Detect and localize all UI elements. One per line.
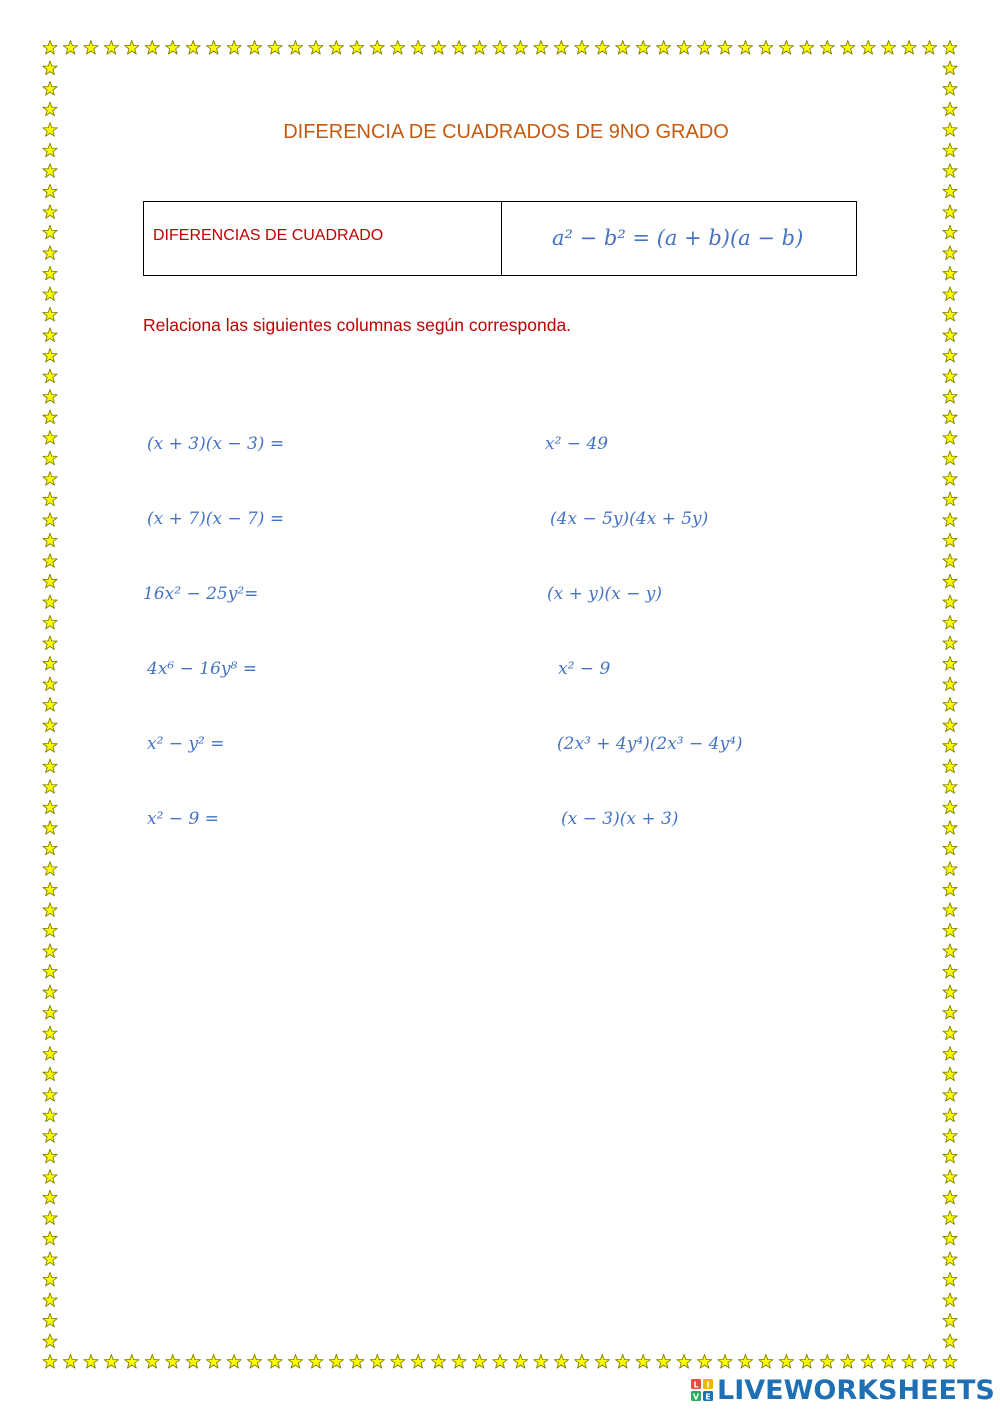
star-icon	[43, 184, 57, 198]
star-icon	[43, 287, 57, 301]
star-icon	[943, 164, 957, 178]
star-icon	[43, 1272, 57, 1286]
right-expression-1[interactable]: x² − 49	[545, 434, 609, 454]
star-icon	[943, 882, 957, 896]
left-expression-5[interactable]: x² − y² =	[147, 734, 225, 754]
star-icon	[943, 1005, 957, 1019]
star-icon	[43, 718, 57, 732]
star-icon	[943, 739, 957, 753]
instruction-text: Relaciona las siguientes columnas según corresponda.	[143, 315, 572, 335]
star-icon	[391, 1355, 405, 1369]
svg-text:L: L	[693, 1380, 699, 1390]
star-icon	[493, 41, 507, 55]
star-icon	[350, 1355, 364, 1369]
star-icon	[43, 472, 57, 486]
star-icon	[43, 1334, 57, 1348]
star-icon	[943, 1211, 957, 1225]
star-icon	[943, 1272, 957, 1286]
star-icon	[268, 1355, 282, 1369]
star-icon	[43, 841, 57, 855]
star-icon	[145, 41, 159, 55]
star-icon	[902, 41, 916, 55]
star-icon	[43, 431, 57, 445]
star-icon	[943, 841, 957, 855]
star-icon	[43, 41, 57, 55]
star-icon	[943, 348, 957, 362]
star-icon	[43, 1005, 57, 1019]
star-icon	[43, 451, 57, 465]
star-icon	[943, 923, 957, 937]
star-icon	[943, 328, 957, 342]
star-icon	[820, 1355, 834, 1369]
star-icon	[943, 41, 957, 55]
star-icon	[636, 41, 650, 55]
star-icon	[370, 41, 384, 55]
star-icon	[841, 41, 855, 55]
formula-table-label: DIFERENCIAS DE CUADRADO	[153, 227, 384, 244]
star-icon	[43, 533, 57, 547]
star-icon	[309, 41, 323, 55]
star-icon	[493, 1355, 507, 1369]
star-icon	[43, 595, 57, 609]
star-icon	[104, 41, 118, 55]
star-icon	[43, 554, 57, 568]
star-icon	[718, 1355, 732, 1369]
star-icon	[575, 1355, 589, 1369]
star-icon	[943, 246, 957, 260]
star-icon	[329, 41, 343, 55]
star-icon	[943, 759, 957, 773]
star-icon	[43, 1088, 57, 1102]
star-icon	[370, 1355, 384, 1369]
star-icon	[943, 492, 957, 506]
star-icon	[943, 1108, 957, 1122]
star-icon	[943, 1313, 957, 1327]
star-icon	[697, 1355, 711, 1369]
star-icon	[943, 61, 957, 75]
star-icon	[943, 1334, 957, 1348]
star-icon	[247, 1355, 261, 1369]
star-icon	[166, 1355, 180, 1369]
star-icon	[43, 574, 57, 588]
star-icon	[43, 780, 57, 794]
star-icon	[943, 656, 957, 670]
star-icon	[738, 41, 752, 55]
star-icon	[43, 677, 57, 691]
liveworksheets-brand-text: LIVEWORKSHEETS	[717, 1374, 995, 1406]
star-icon	[616, 1355, 630, 1369]
left-expression-2[interactable]: (x + 7)(x − 7) =	[147, 509, 285, 529]
star-icon	[677, 1355, 691, 1369]
star-icon	[779, 41, 793, 55]
star-icon	[43, 82, 57, 96]
star-icon	[943, 964, 957, 978]
star-icon	[43, 1231, 57, 1245]
star-icon	[943, 615, 957, 629]
star-icon	[350, 41, 364, 55]
star-icon	[43, 61, 57, 75]
star-icon	[43, 1355, 57, 1369]
star-icon	[943, 225, 957, 239]
star-icon	[84, 41, 98, 55]
star-icon	[452, 1355, 466, 1369]
star-icon	[43, 1190, 57, 1204]
star-icon	[43, 739, 57, 753]
star-icon	[779, 1355, 793, 1369]
star-icon	[943, 533, 957, 547]
star-icon	[759, 1355, 773, 1369]
star-icon	[943, 574, 957, 588]
star-icon	[943, 1088, 957, 1102]
star-icon	[554, 1355, 568, 1369]
star-icon	[472, 1355, 486, 1369]
star-icon	[43, 1067, 57, 1081]
star-icon	[43, 390, 57, 404]
star-icon	[595, 41, 609, 55]
star-icon	[513, 1355, 527, 1369]
star-icon	[43, 266, 57, 280]
star-icon	[432, 41, 446, 55]
star-icon	[575, 41, 589, 55]
star-icon	[943, 390, 957, 404]
star-icon	[43, 862, 57, 876]
star-icon	[43, 328, 57, 342]
star-icon	[43, 1149, 57, 1163]
star-icon	[43, 636, 57, 650]
star-icon	[718, 41, 732, 55]
star-icon	[554, 41, 568, 55]
star-icon	[309, 1355, 323, 1369]
star-icon	[943, 718, 957, 732]
star-icon	[84, 1355, 98, 1369]
formula-table-formula-cell	[502, 202, 856, 275]
star-icon	[677, 41, 691, 55]
svg-text:I: I	[706, 1380, 710, 1390]
star-icon	[43, 698, 57, 712]
star-icon	[882, 1355, 896, 1369]
star-icon	[882, 41, 896, 55]
star-icon	[43, 759, 57, 773]
star-icon	[657, 41, 671, 55]
star-icon	[943, 184, 957, 198]
star-icon	[943, 1026, 957, 1040]
star-icon	[227, 41, 241, 55]
star-icon	[922, 1355, 936, 1369]
star-icon	[43, 800, 57, 814]
star-icon	[43, 164, 57, 178]
star-icon	[943, 143, 957, 157]
star-icon	[43, 1293, 57, 1307]
star-icon	[63, 41, 77, 55]
star-icon	[43, 1129, 57, 1143]
star-icon	[43, 656, 57, 670]
star-icon	[268, 41, 282, 55]
star-icon	[104, 1355, 118, 1369]
star-icon	[943, 1355, 957, 1369]
star-icon	[472, 41, 486, 55]
star-icon	[616, 41, 630, 55]
star-icon	[697, 41, 711, 55]
star-icon	[861, 1355, 875, 1369]
star-icon	[943, 287, 957, 301]
star-icon	[43, 1252, 57, 1266]
star-icon	[943, 944, 957, 958]
liveworksheets-logo[interactable]	[690, 1374, 995, 1406]
left-expression-3[interactable]: 16x² − 25y²=	[143, 584, 259, 604]
star-icon	[43, 205, 57, 219]
star-icon	[43, 944, 57, 958]
star-icon	[943, 369, 957, 383]
star-icon	[943, 554, 957, 568]
difference-of-squares-formula: a² − b² = (a + b)(a − b)	[552, 226, 804, 250]
star-icon	[943, 431, 957, 445]
star-icon	[43, 143, 57, 157]
star-icon	[43, 821, 57, 835]
star-icon	[943, 903, 957, 917]
star-icon	[943, 698, 957, 712]
star-icon	[943, 1231, 957, 1245]
star-icon	[759, 41, 773, 55]
star-icon	[943, 266, 957, 280]
star-icon	[820, 41, 834, 55]
star-icon	[288, 41, 302, 55]
svg-text:V: V	[692, 1392, 700, 1402]
star-icon	[943, 1149, 957, 1163]
star-icon	[943, 451, 957, 465]
star-icon	[43, 307, 57, 321]
star-icon	[861, 41, 875, 55]
star-icon	[43, 225, 57, 239]
star-icon	[411, 1355, 425, 1369]
right-expression-5[interactable]: (2x³ + 4y⁴)(2x³ − 4y⁴)	[557, 734, 743, 754]
star-icon	[186, 1355, 200, 1369]
star-icon	[43, 513, 57, 527]
star-icon	[145, 1355, 159, 1369]
star-icon	[43, 102, 57, 116]
star-icon	[943, 1252, 957, 1266]
star-icon	[595, 1355, 609, 1369]
star-icon	[43, 369, 57, 383]
star-icon	[943, 205, 957, 219]
star-icon	[943, 1190, 957, 1204]
right-expression-3[interactable]: (x + y)(x − y)	[547, 584, 663, 604]
star-icon	[227, 1355, 241, 1369]
star-icon	[943, 636, 957, 650]
star-icon	[186, 41, 200, 55]
star-icon	[43, 348, 57, 362]
star-icon	[411, 41, 425, 55]
star-icon	[534, 41, 548, 55]
svg-text:E: E	[705, 1392, 711, 1402]
formula-table	[143, 201, 857, 276]
star-icon	[43, 1211, 57, 1225]
star-icon	[943, 1047, 957, 1061]
star-icon	[657, 1355, 671, 1369]
star-icon	[391, 41, 405, 55]
star-icon	[943, 1170, 957, 1184]
right-expression-2[interactable]: (4x − 5y)(4x + 5y)	[550, 509, 709, 529]
star-icon	[43, 1170, 57, 1184]
star-icon	[943, 800, 957, 814]
star-icon	[207, 41, 221, 55]
star-icon	[943, 985, 957, 999]
star-icon	[513, 41, 527, 55]
star-icon	[800, 41, 814, 55]
star-icon	[534, 1355, 548, 1369]
star-icon	[943, 102, 957, 116]
left-expression-1[interactable]: (x + 3)(x − 3) =	[147, 434, 285, 454]
star-icon	[43, 1047, 57, 1061]
star-icon	[432, 1355, 446, 1369]
star-icon	[43, 903, 57, 917]
star-icon	[125, 1355, 139, 1369]
star-icon	[943, 677, 957, 691]
formula-table-label-cell	[144, 202, 502, 275]
star-icon	[43, 882, 57, 896]
star-icon	[943, 82, 957, 96]
star-icon	[43, 410, 57, 424]
star-icon	[247, 41, 261, 55]
star-icon	[800, 1355, 814, 1369]
right-expression-6[interactable]: (x − 3)(x + 3)	[561, 809, 679, 829]
star-icon	[43, 615, 57, 629]
star-icon	[943, 1129, 957, 1143]
star-icon	[943, 513, 957, 527]
star-icon	[943, 821, 957, 835]
star-icon	[207, 1355, 221, 1369]
star-icon	[329, 1355, 343, 1369]
left-expression-6[interactable]: x² − 9 =	[147, 809, 219, 829]
star-icon	[943, 1293, 957, 1307]
star-icon	[43, 246, 57, 260]
star-icon	[43, 492, 57, 506]
star-icon	[738, 1355, 752, 1369]
star-icon	[43, 985, 57, 999]
star-icon	[943, 307, 957, 321]
star-icon	[943, 595, 957, 609]
liveworksheets-logo-icon	[690, 1378, 714, 1402]
star-icon	[43, 1313, 57, 1327]
star-icon	[43, 1108, 57, 1122]
star-icon	[288, 1355, 302, 1369]
star-icon	[43, 964, 57, 978]
worksheet-title: DIFERENCIA DE CUADRADOS DE 9NO GRADO	[283, 121, 729, 143]
star-icon	[922, 41, 936, 55]
star-icon	[943, 780, 957, 794]
star-icon	[943, 862, 957, 876]
star-icon	[43, 1026, 57, 1040]
left-expression-4[interactable]: 4x⁶ − 16y⁸ =	[147, 659, 257, 679]
star-icon	[452, 41, 466, 55]
star-icon	[636, 1355, 650, 1369]
star-icon	[63, 1355, 77, 1369]
star-icon	[902, 1355, 916, 1369]
star-icon	[943, 410, 957, 424]
star-icon	[943, 472, 957, 486]
star-icon	[43, 923, 57, 937]
star-icon	[841, 1355, 855, 1369]
star-icon	[166, 41, 180, 55]
right-expression-4[interactable]: x² − 9	[558, 659, 611, 679]
star-icon	[943, 1067, 957, 1081]
star-icon	[125, 41, 139, 55]
